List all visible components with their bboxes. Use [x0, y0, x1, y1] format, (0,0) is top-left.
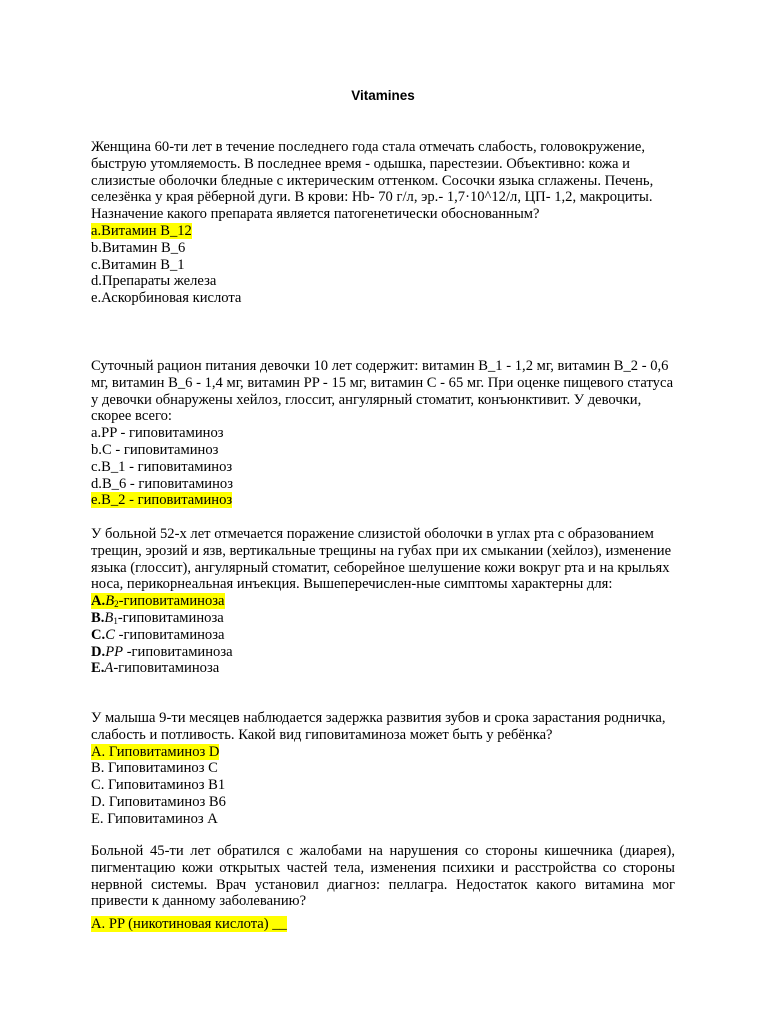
answer-option-correct: A. PP (никотиновая кислота) __ [91, 916, 287, 933]
answer-option-correct: $A.B_2$-гиповитаминоза [91, 593, 225, 610]
answer-option-correct: A. Гиповитаминоз D [91, 743, 220, 760]
answer-option: c.Витамин B_1 [91, 256, 185, 273]
question-stem: Суточный рацион питания девочки 10 лет содержит: витамин B_1 - 1,2 мг, витамин B_2 - 0,6 мг, витамин B_6 - 1,4 мг, витамин PP - 15 мг, витамин C - 65 мг. При оценке пищевого статуса у девочки обнаружены хейлоз, глоссит, ангулярный стоматит, конъюнктивит. У девочки, скорее всего: [91, 358, 674, 425]
answer-option-correct: e.B_2 - гиповитаминоз [91, 492, 233, 509]
question-1 [91, 139, 675, 307]
question-2 [91, 358, 675, 509]
answer-option: E. Гиповитаминоз A [91, 810, 218, 827]
answer-option: e.Аскорбиновая кислота [91, 290, 242, 307]
question-5 [91, 843, 675, 933]
answer-option: D.PP -гиповитаминоза [91, 643, 233, 660]
question-stem: У больной 52-х лет отмечается поражение слизистой оболочки в углах рта с образованием трещин, эрозий и язв, вертикальные трещины на губах при их смыкании (хейлоз), изменение языка (глоссит), ангулярный стоматит, себорейное шелушение кожи вокруг рта и на крыльях носа, перикорнеальная инъекция. Вышеперечислен-ные симптомы характерны для: [91, 526, 672, 593]
answer-option-correct: a.Витамин B_12 [91, 222, 192, 239]
answer-option: a.PP - гиповитаминоз [91, 425, 224, 442]
answer-option: $B.B_1$-гиповитаминоза [91, 609, 224, 626]
question-3 [91, 526, 675, 677]
answer-option: C. Гиповитаминоз B1 [91, 777, 226, 794]
answer-option: D. Гиповитаминоз B6 [91, 793, 226, 810]
answer-option: d.Препараты железа [91, 273, 217, 290]
question-4 [91, 710, 675, 828]
document-title: Vitamines [351, 88, 415, 103]
question-stem: У малыша 9-ти месяцев наблюдается задержка развития зубов и срока зарастания родничка, слабость и потливость. Какой вид гиповитаминоза может быть у ребёнка? [91, 710, 666, 743]
answer-option: c.B_1 - гиповитаминоз [91, 458, 233, 475]
answer-option: E.A-гиповитаминоза [91, 660, 220, 677]
answer-option: b.Витамин B_6 [91, 239, 186, 256]
question-stem: Больной 45-ти лет обратился с жалобами на нарушения со стороны кишечника (диарея), пигментацию кожи открытых частей тела, изменения психики и расстройства со стороны нервной системы. Врач установил диагноз: пеллагра. Недостаток какого витамина мог привести к данному заболеванию? [91, 843, 675, 910]
answer-option: B. Гиповитаминоз C [91, 760, 218, 777]
answer-option: d.B_6 - гиповитаминоз [91, 475, 233, 492]
question-stem: Женщина 60-ти лет в течение последнего года стала отмечать слабость, головокружение, быструю утомляемость. В последнее время - одышка, парестезии. Объективно: кожа и слизистые оболочки бледные с иктерическим оттенком. Сосочки языка сглажены. Печень, селезёнка у края рёберной дуги. В крови: Hb- 70 г/л, эр.- 1,7·10^12/л, ЦП- 1,2, макроциты. Назначение какого препарата является патогенетически обоснованным? [91, 139, 654, 223]
answer-option: b.C - гиповитаминоз [91, 441, 219, 458]
answer-option: C.C -гиповитаминоза [91, 626, 225, 643]
